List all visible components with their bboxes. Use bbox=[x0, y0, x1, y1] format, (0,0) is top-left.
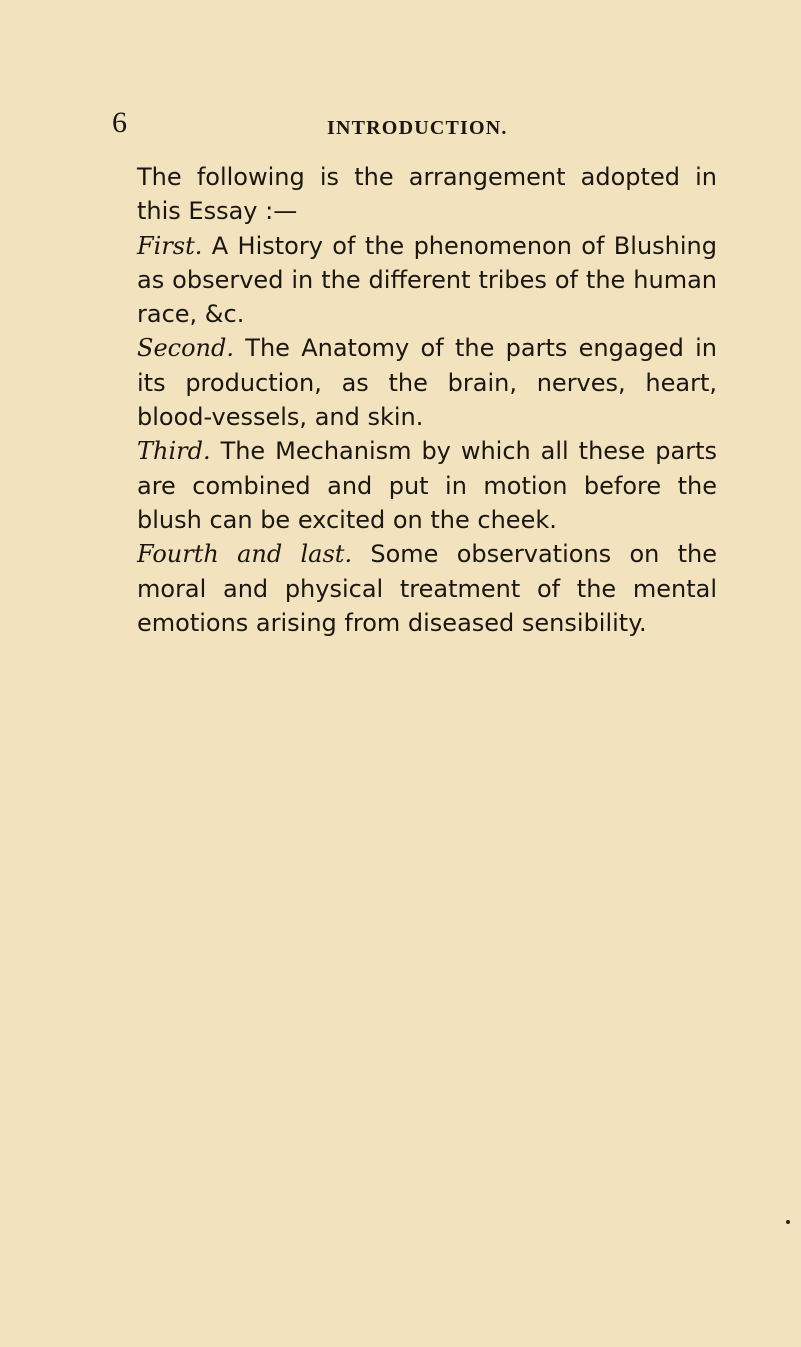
section-first-lead: First. bbox=[137, 231, 203, 260]
paper-speck bbox=[786, 1220, 790, 1224]
body-text bbox=[137, 160, 717, 640]
section-fourth-lead: Fourth and last. bbox=[137, 540, 353, 569]
section-fourth-text: Some observations on the moral and physical treatment of the mental emotions arising from diseased sensibility. bbox=[137, 540, 718, 637]
section-fourth bbox=[137, 537, 717, 640]
section-second bbox=[137, 331, 717, 434]
running-title: INTRODUCTION. bbox=[327, 117, 508, 139]
section-first-text: A History of the phenomenon of Blushing as observed in the different tribes of the human race, &c. bbox=[137, 231, 717, 329]
intro-paragraph: The following is the arrangement adopted in this Essay :— bbox=[137, 163, 717, 226]
section-second-text: The Anatomy of the parts engaged in its production, as the brain, nerves, heart, blood-vessels, and skin. bbox=[137, 334, 717, 432]
page-number: 6 bbox=[112, 106, 127, 139]
section-third bbox=[137, 434, 717, 537]
section-third-lead: Third. bbox=[137, 437, 211, 466]
section-third-text: The Mechanism by which all these parts are combined and put in motion before the blush can be excited on the cheek. bbox=[137, 437, 717, 534]
section-second-lead: Second. bbox=[137, 334, 234, 363]
running-head bbox=[112, 108, 712, 142]
section-first bbox=[137, 229, 717, 332]
